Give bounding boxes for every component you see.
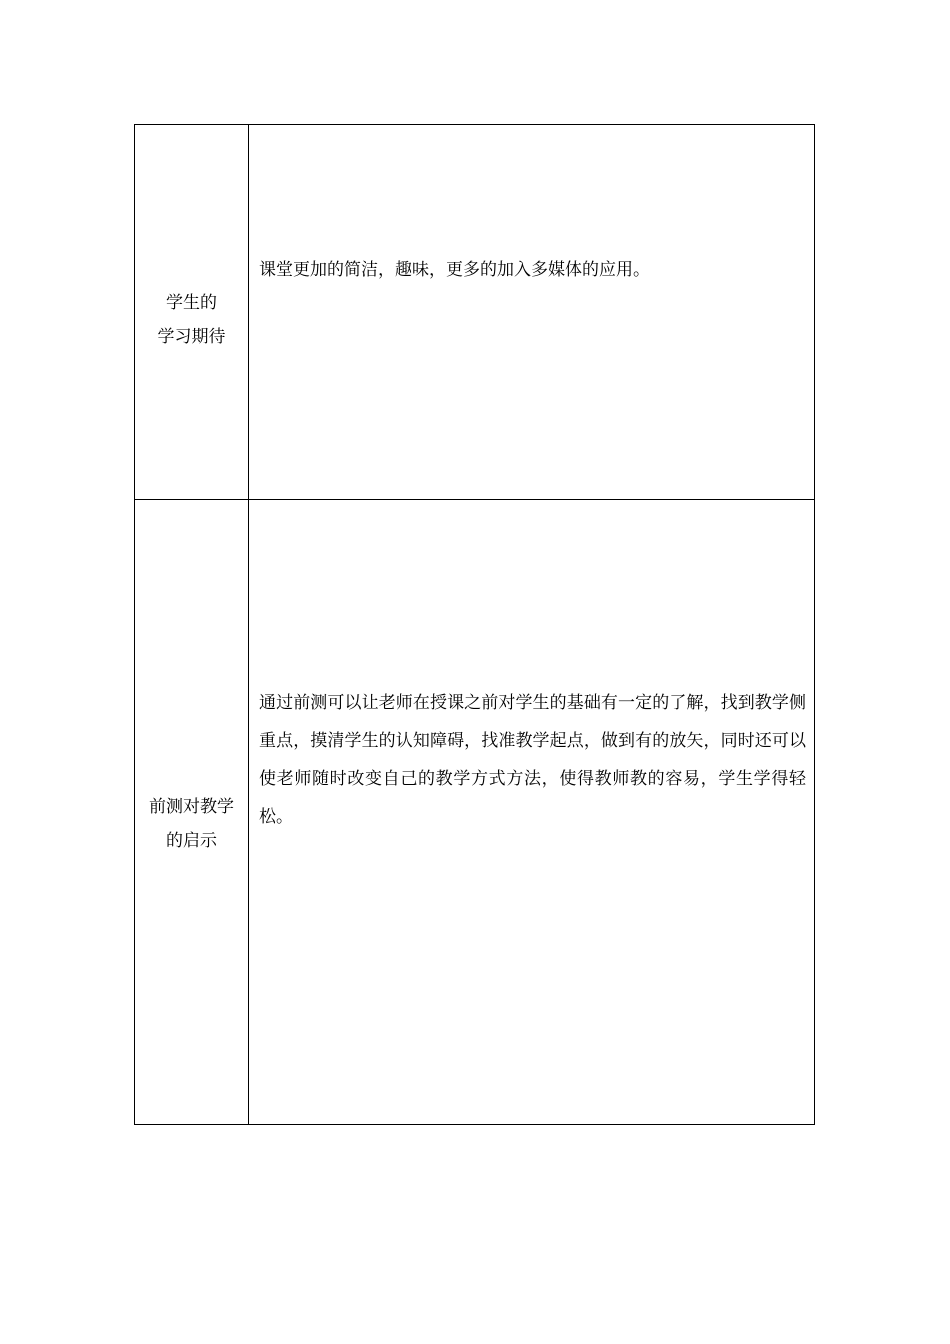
student-expectation-text: 课堂更加的简洁，趣味，更多的加入多媒体的应用。 [259, 260, 650, 280]
row-content-cell [249, 125, 815, 500]
row-label [135, 286, 248, 354]
row-label [135, 790, 248, 858]
row-label-cell [135, 125, 249, 500]
table-row [135, 125, 815, 500]
table-row [135, 500, 815, 1125]
row-label-cell [135, 500, 249, 1125]
row-label-line: 前测对教学 [149, 797, 234, 817]
analysis-table [134, 124, 815, 1125]
row-label-line: 学生的 [166, 293, 217, 313]
row-label-line: 的启示 [166, 831, 217, 851]
teaching-insight-text: 通过前测可以让老师在授课之前对学生的基础有一定的了解，找到教学侧重点，摸清学生的认知障碍，找准教学起点，做到有的放矢，同时还可以使老师随时改变自己的教学方式方法，使得教师教的容易，学生学得轻松。 [259, 693, 806, 827]
row-label-line: 学习期待 [157, 327, 226, 347]
row-content-cell [249, 500, 815, 1125]
